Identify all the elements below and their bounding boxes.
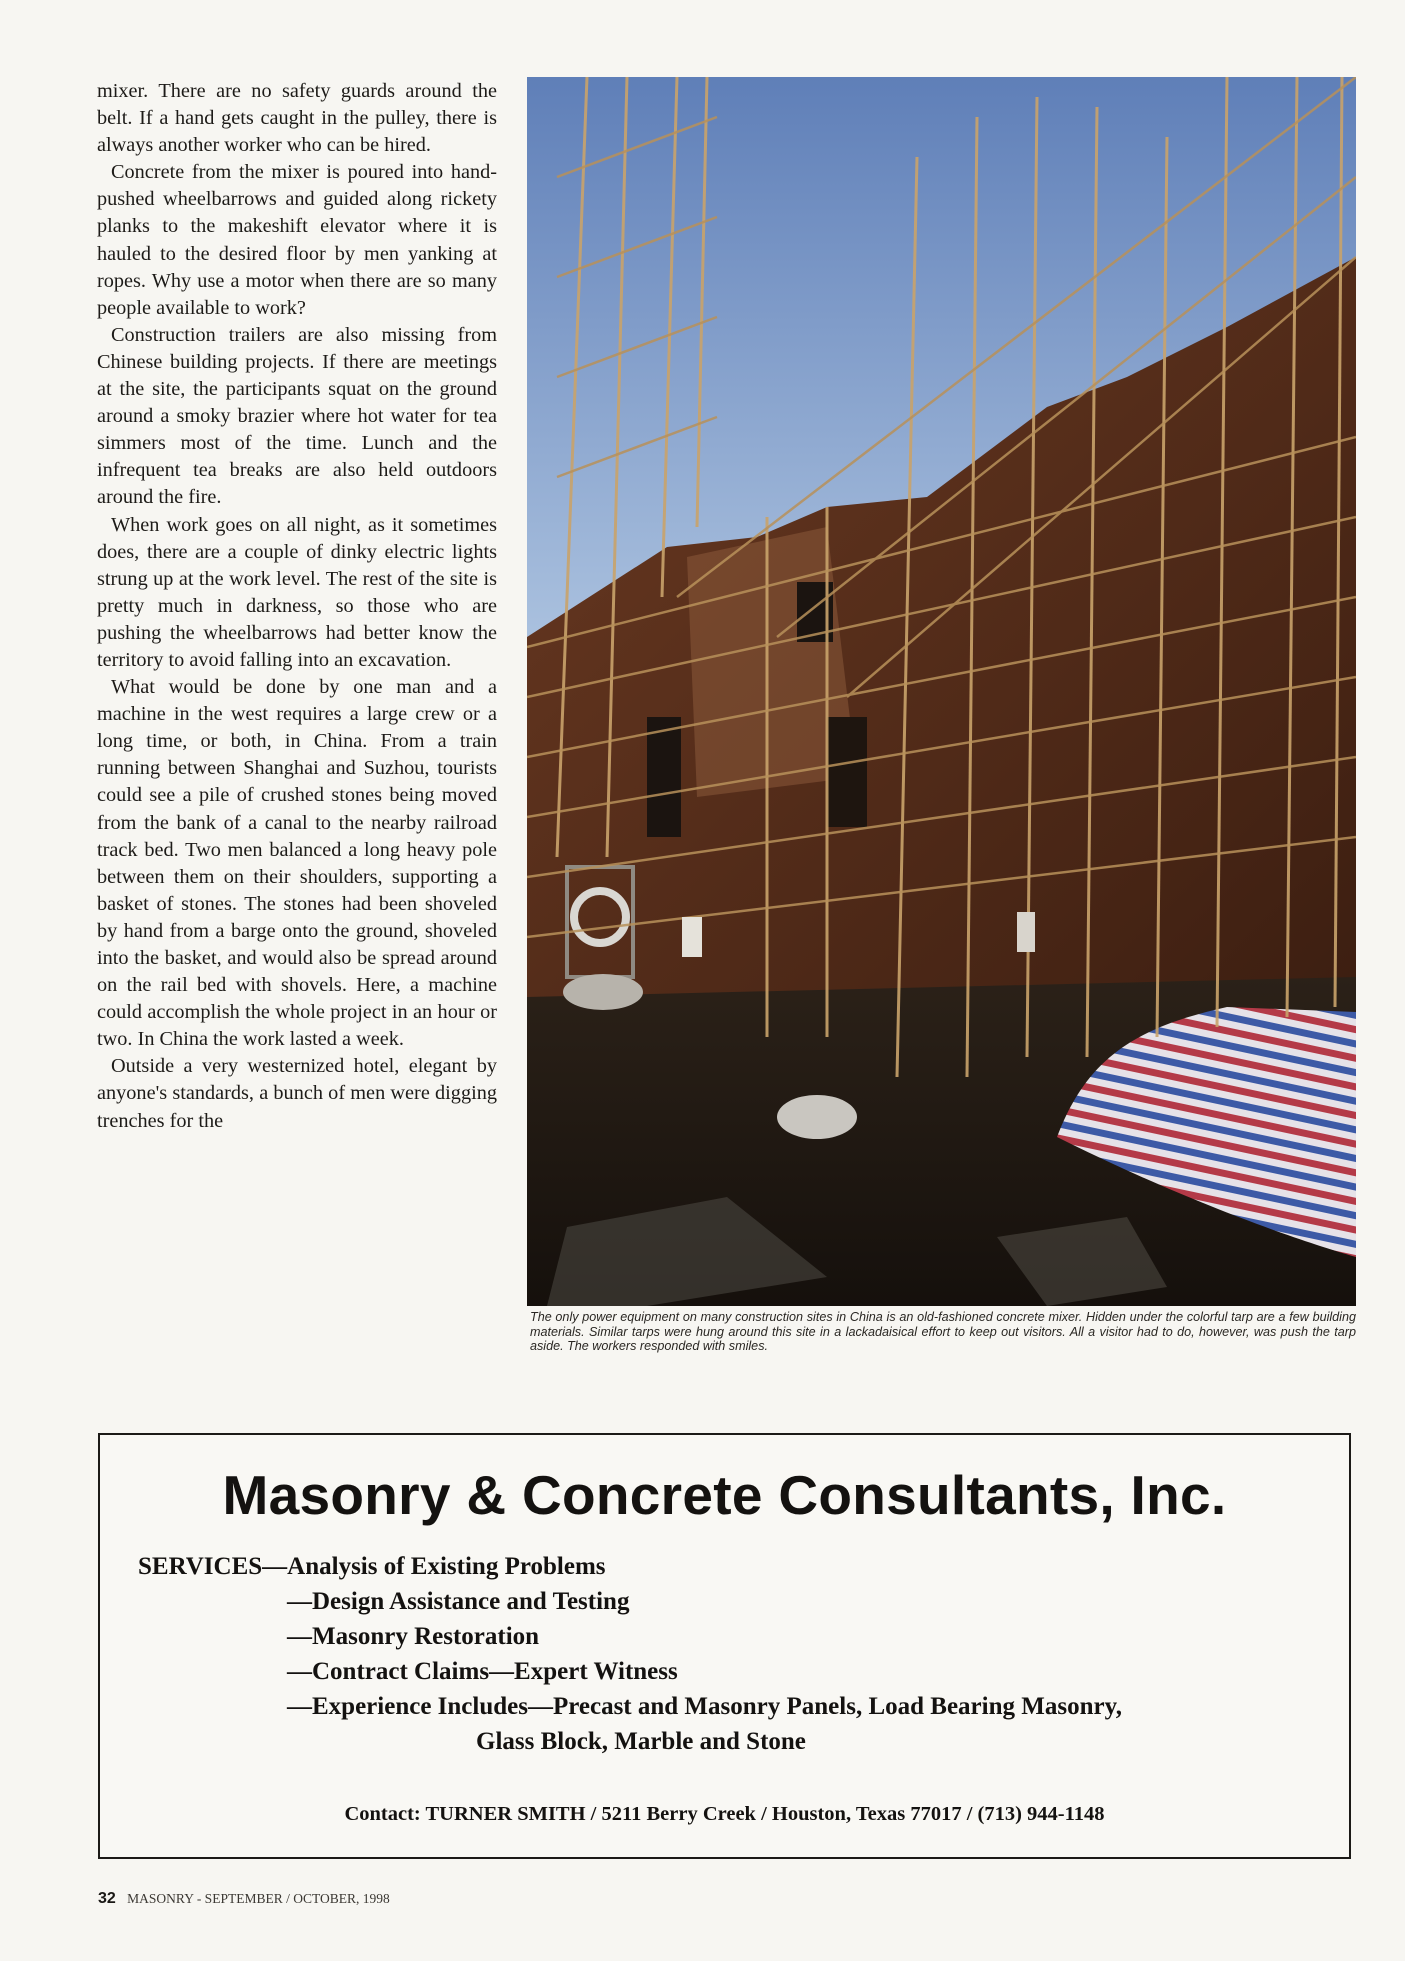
- article-paragraph: Concrete from the mixer is poured into hand-pushed wheelbarrows and guided along rickety planks to the makeshift elevator where it is hauled to the desired floor by men yanking at ropes. Why use a motor when there are so many people available to work?: [97, 161, 497, 319]
- article-paragraph: What would be done by one man and a machine in the west requires a large crew or a long time, or both, in China. From a train running between Shanghai and Suzhou, tourists could see a pile of crushed stones being moved from the bank of a canal to the nearby railroad track bed. Two men balanced a long heavy pole between them on their shoulders, supporting a basket of stones. The stones had been shoveled by hand from a barge onto the ground, shoveled into the basket, and would also be spread around on the rail bed with shovels. Here, a machine could accomplish the whole project in an hour or two. In China the work lasted a week.: [97, 676, 497, 1051]
- ad-service-line: —Contract Claims—Expert Witness: [287, 1658, 678, 1685]
- page-number: 32: [98, 1890, 116, 1907]
- page-footer: [98, 1890, 390, 1908]
- article-paragraph: Construction trailers are also missing from Chinese building projects. If there are meetings at the site, the participants squat on the ground around a smoky brazier where hot water for tea simmers most of the time. Lunch and the infrequent tea breaks are also held outdoors around the fire.: [97, 323, 497, 509]
- advertisement-box: [98, 1433, 1351, 1859]
- article-paragraph: mixer. There are no safety guards around the belt. If a hand gets caught in the pulley, there is always another worker who can be hired.: [97, 80, 497, 157]
- ad-service-line: Glass Block, Marble and Stone: [476, 1728, 806, 1755]
- ad-service-line: —Experience Includes—Precast and Masonry Panels, Load Bearing Masonry,: [287, 1693, 1122, 1720]
- ad-contact-line: Contact: TURNER SMITH / 5211 Berry Creek / Houston, Texas 77017 / (713) 944-1148: [344, 1803, 1105, 1825]
- ad-company-name: Masonry & Concrete Consultants, Inc.: [222, 1464, 1227, 1526]
- ad-service-line: —Design Assistance and Testing: [287, 1588, 630, 1615]
- article-paragraph: When work goes on all night, as it sometimes does, there are a couple of dinky electric lights strung up at the work level. The rest of the site is pretty much in darkness, so those who are pushing the wheelbarrows had better know the territory to avoid falling into an excavation.: [97, 513, 497, 671]
- construction-site-photo: [527, 77, 1356, 1306]
- photo-illustration: [527, 77, 1356, 1306]
- photo-caption: The only power equipment on many construction sites in China is an old-fashioned concrete mixer. Hidden under the colorful tarp are a few building materials. Similar tarps were hung around this site in a lackadaisical effort to keep out visitors. All a visitor had to do, however, was push the tarp aside. The workers responded with smiles.: [530, 1310, 1356, 1354]
- article-column: [97, 78, 497, 1135]
- ad-service-line: —Masonry Restoration: [287, 1623, 540, 1650]
- publication-line: MASONRY - SEPTEMBER / OCTOBER, 1998: [127, 1891, 390, 1906]
- ad-service-line: SERVICES—Analysis of Existing Problems: [138, 1553, 606, 1580]
- article-paragraph: Outside a very westernized hotel, elegant by anyone's standards, a bunch of men were digging trenches for the: [97, 1055, 497, 1132]
